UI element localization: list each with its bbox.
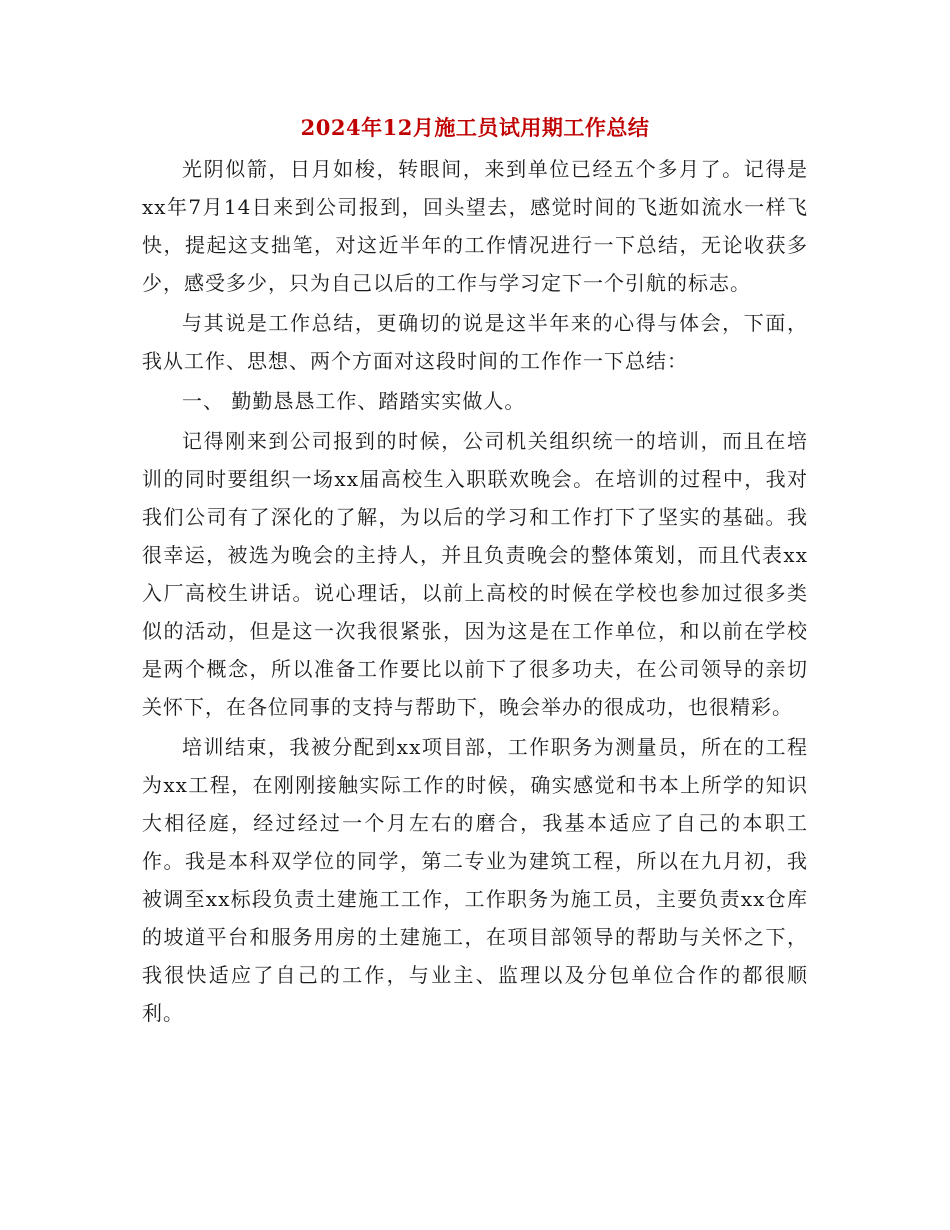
section-heading-1: 一、 勤勤恳恳工作、踏踏实实做人。 (182, 389, 526, 413)
paragraph-assignment: 培训结束，我被分配到xx项目部，工作职务为测量员，所在的工程为xx工程，在刚刚接触实际工作的时候，确实感觉和书本上所学的知识大相径庭，经过经过一个月左右的磨合，我基本适应了自己的本职工作。我是本科双学位的同学，第二专业为建筑工程，所以在九月初，我被调至xx标段负责土建施工工作，工作职务为施工员，主要负责xx仓库的坡道平台和服务用房的土建施工，在项目部领导的帮助与关怀之下，我很快适应了自己的工作，与业主、监理以及分包单位合作的都很顺利。 (142, 735, 808, 1025)
document-title: 2024年12月施工员试用期工作总结 (300, 115, 650, 140)
paragraph-training: 记得刚来到公司报到的时候，公司机关组织统一的培训，而且在培训的同时要组织一场xx届高校生入职联欢晚会。在培训的过程中，我对我们公司有了深化的了解，为以后的学习和工作打下了坚实的基础。我很幸运，被选为晚会的主持人，并且负责晚会的整体策划，而且代表xx入厂高校生讲话。说心理话，以前上高校的时候在学校也参加过很多类似的活动，但是这一次我很紧张，因为这是在工作单位，和以前在学校是两个概念，所以准备工作要比以前下了很多功夫，在公司领导的亲切关怀下，在各位同事的支持与帮助下，晚会举办的很成功，也很精彩。 (142, 429, 808, 719)
paragraph-overview: 与其说是工作总结，更确切的说是这半年来的心得与体会，下面，我从工作、思想、两个方面对这段时间的工作作一下总结： (142, 311, 808, 373)
paragraph-intro: 光阴似箭，日月如梭，转眼间，来到单位已经五个多月了。记得是xx年7月14日来到公司报到，回头望去，感觉时间的飞逝如流水一样飞快，提起这支拙笔，对这近半年的工作情况进行一下总结，无论收获多少，感受多少，只为自己以后的工作与学习定下一个引航的标志。 (142, 157, 808, 295)
